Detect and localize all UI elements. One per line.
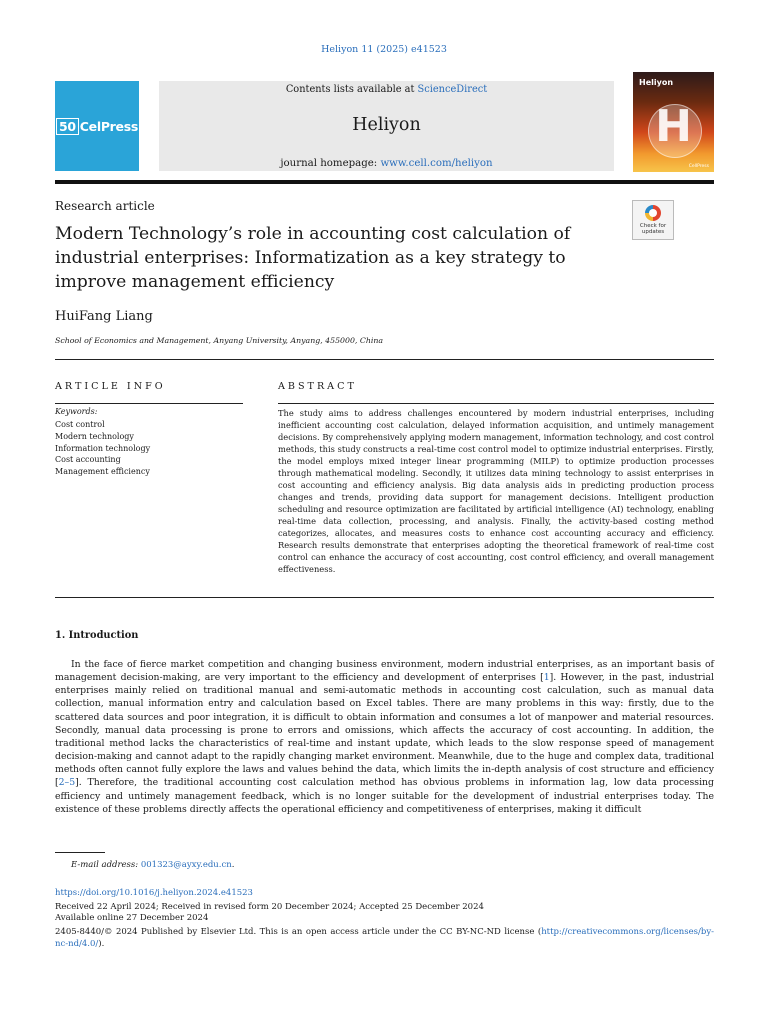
- email-link[interactable]: 001323@ayxy.edu.cn: [140, 860, 232, 870]
- cover-title: Heliyon: [639, 78, 674, 87]
- crossmark-label: Check for updates: [639, 223, 667, 235]
- keywords-list: [55, 419, 150, 478]
- divider: [55, 597, 714, 598]
- keyword-item: Information technology: [55, 443, 151, 453]
- sciencedirect-link[interactable]: ScienceDirect: [417, 84, 488, 95]
- article-dates: [55, 902, 484, 925]
- keyword-item: Cost accounting: [55, 455, 121, 465]
- journal-name: Heliyon: [352, 115, 421, 135]
- abstract-divider: [278, 403, 714, 404]
- keyword-item: Modern technology: [55, 431, 134, 441]
- contents-availability: Contents lists available at ScienceDirect: [285, 84, 488, 95]
- homepage-link[interactable]: www.cell.com/heliyon: [380, 158, 493, 169]
- divider: [55, 359, 714, 360]
- article-title: Modern Technology’s role in accounting cost calculation of industrial enterprises: Informatization as a key strategy to improve management efficiency: [55, 224, 571, 292]
- keyword-item: Management efficiency: [55, 467, 150, 477]
- journal-reference[interactable]: Heliyon 11 (2025) e41523: [321, 44, 447, 55]
- author-name[interactable]: HuiFang Liang: [55, 309, 153, 324]
- article-info-heading: ARTICLE INFO: [55, 381, 166, 392]
- header-divider: [55, 180, 714, 184]
- available-date: Available online 27 December 2024: [55, 913, 209, 924]
- journal-homepage: journal homepage: www.cell.com/heliyon: [280, 158, 493, 169]
- cellpress-logo[interactable]: [55, 81, 139, 171]
- cover-letter: H: [655, 101, 692, 152]
- received-dates: Received 22 April 2024; Received in revised form 20 December 2024; Accepted 25 December 2024: [55, 902, 484, 912]
- crossmark-icon-center: [649, 209, 657, 217]
- author-email: E-mail address: 001323@ayxy.edu.cn.: [71, 860, 235, 870]
- abstract-heading: ABSTRACT: [278, 381, 357, 392]
- journal-cover-image[interactable]: [633, 72, 714, 172]
- keywords-label: Keywords:: [55, 407, 98, 416]
- abstract-text: The study aims to address challenges encountered by modern industrial enterprises, including inefficient accounting cost calculation, delayed information acquisition, and untimely management decisions. By comprehensively applying modern management, information technology, and cost control methods, this study constructs a real-time cost control model to optimize industrial enterprises. Firstly, the model employs mixed integer linear programming (MILP) to optimize production processes through mathematical modeling. Secondly, it utilizes data mining technology to assist enterprises in cost accounting and efficiency analysis. Big data analysis aids in predicting production process changes and trends, providing data support for management decisions. Intelligent production scheduling and resource optimization are facilitated by artificial intelligence (AI) technology, enabling real-time data collection, processing, and analysis. Finally, the activity-based costing method categorizes, allocates, and measures costs to enhance cost accounting accuracy and efficiency. Research results demonstrate that enterprises adopting the theoretical framework of real-time cost control can enhance the accuracy of cost accounting, cost control efficiency, and overall management effectiveness.: [278, 408, 714, 574]
- cover-publisher: CellPress: [688, 164, 709, 169]
- citation-link[interactable]: 1: [543, 672, 550, 684]
- check-for-updates-badge[interactable]: [632, 200, 674, 240]
- author-affiliation: School of Economics and Management, Anyang University, Anyang, 455000, China: [55, 336, 384, 345]
- cellpress-logo-text: 50 CelPress: [55, 119, 139, 134]
- footnote-divider: [55, 852, 105, 853]
- journal-banner: [159, 81, 614, 171]
- license-statement: 2405-8440/© 2024 Published by Elsevier Ltd. This is an open access article under the CC BY-NC-ND license (http://creativecommons.org/licenses/by-nc-nd/4.0/).: [55, 927, 714, 949]
- doi-link[interactable]: https://doi.org/10.1016/j.heliyon.2024.e41523: [55, 888, 253, 898]
- article-info-divider: [55, 403, 243, 404]
- citation-link[interactable]: 2–5: [58, 777, 76, 789]
- article-type: Research article: [55, 199, 155, 213]
- introduction-paragraph: In the face of fierce market competition and changing business environment, modern industrial enterprises, as an important basis of management decision-making, are very important to the efficiency and development of enterprises [1]. However, in the past, industrial enterprises mainly relied on traditional manual and semi-automatic methods in accounting cost calculation, such as manual data collection, manual information entry and calculation based on Excel tables. There are many problems in this way: firstly, due to the scattered data sources and poor integration, it is difficult to obtain information and consumes a lot of manpower and material resources. Secondly, manual data processing is prone to errors and omissions, which affects the accuracy of cost accounting. In addition, the traditional method lacks the characteristics of real-time and instant update, which leads to the slow response speed of management decision-making and cannot adapt to the rapidly changing market environment. Meanwhile, due to the huge and complex data, traditional methods often cannot fully explore the laws and values behind the data, which limits the in-depth analysis of cost structure and efficiency [2–5]. Therefore, the traditional accounting cost calculation method has obvious problems in information lag, low data processing efficiency and untimely management feedback, which is no longer suitable for the development of industrial enterprises today. The existence of these problems directly affects the operational efficiency and competitiveness of enterprises, making it difficult: [55, 659, 714, 815]
- section-heading-introduction: 1. Introduction: [55, 630, 139, 641]
- keyword-item: Cost control: [55, 420, 105, 429]
- license-link[interactable]: http://creativecommons.org/licenses/by-nc-nd/4.0/: [55, 927, 714, 949]
